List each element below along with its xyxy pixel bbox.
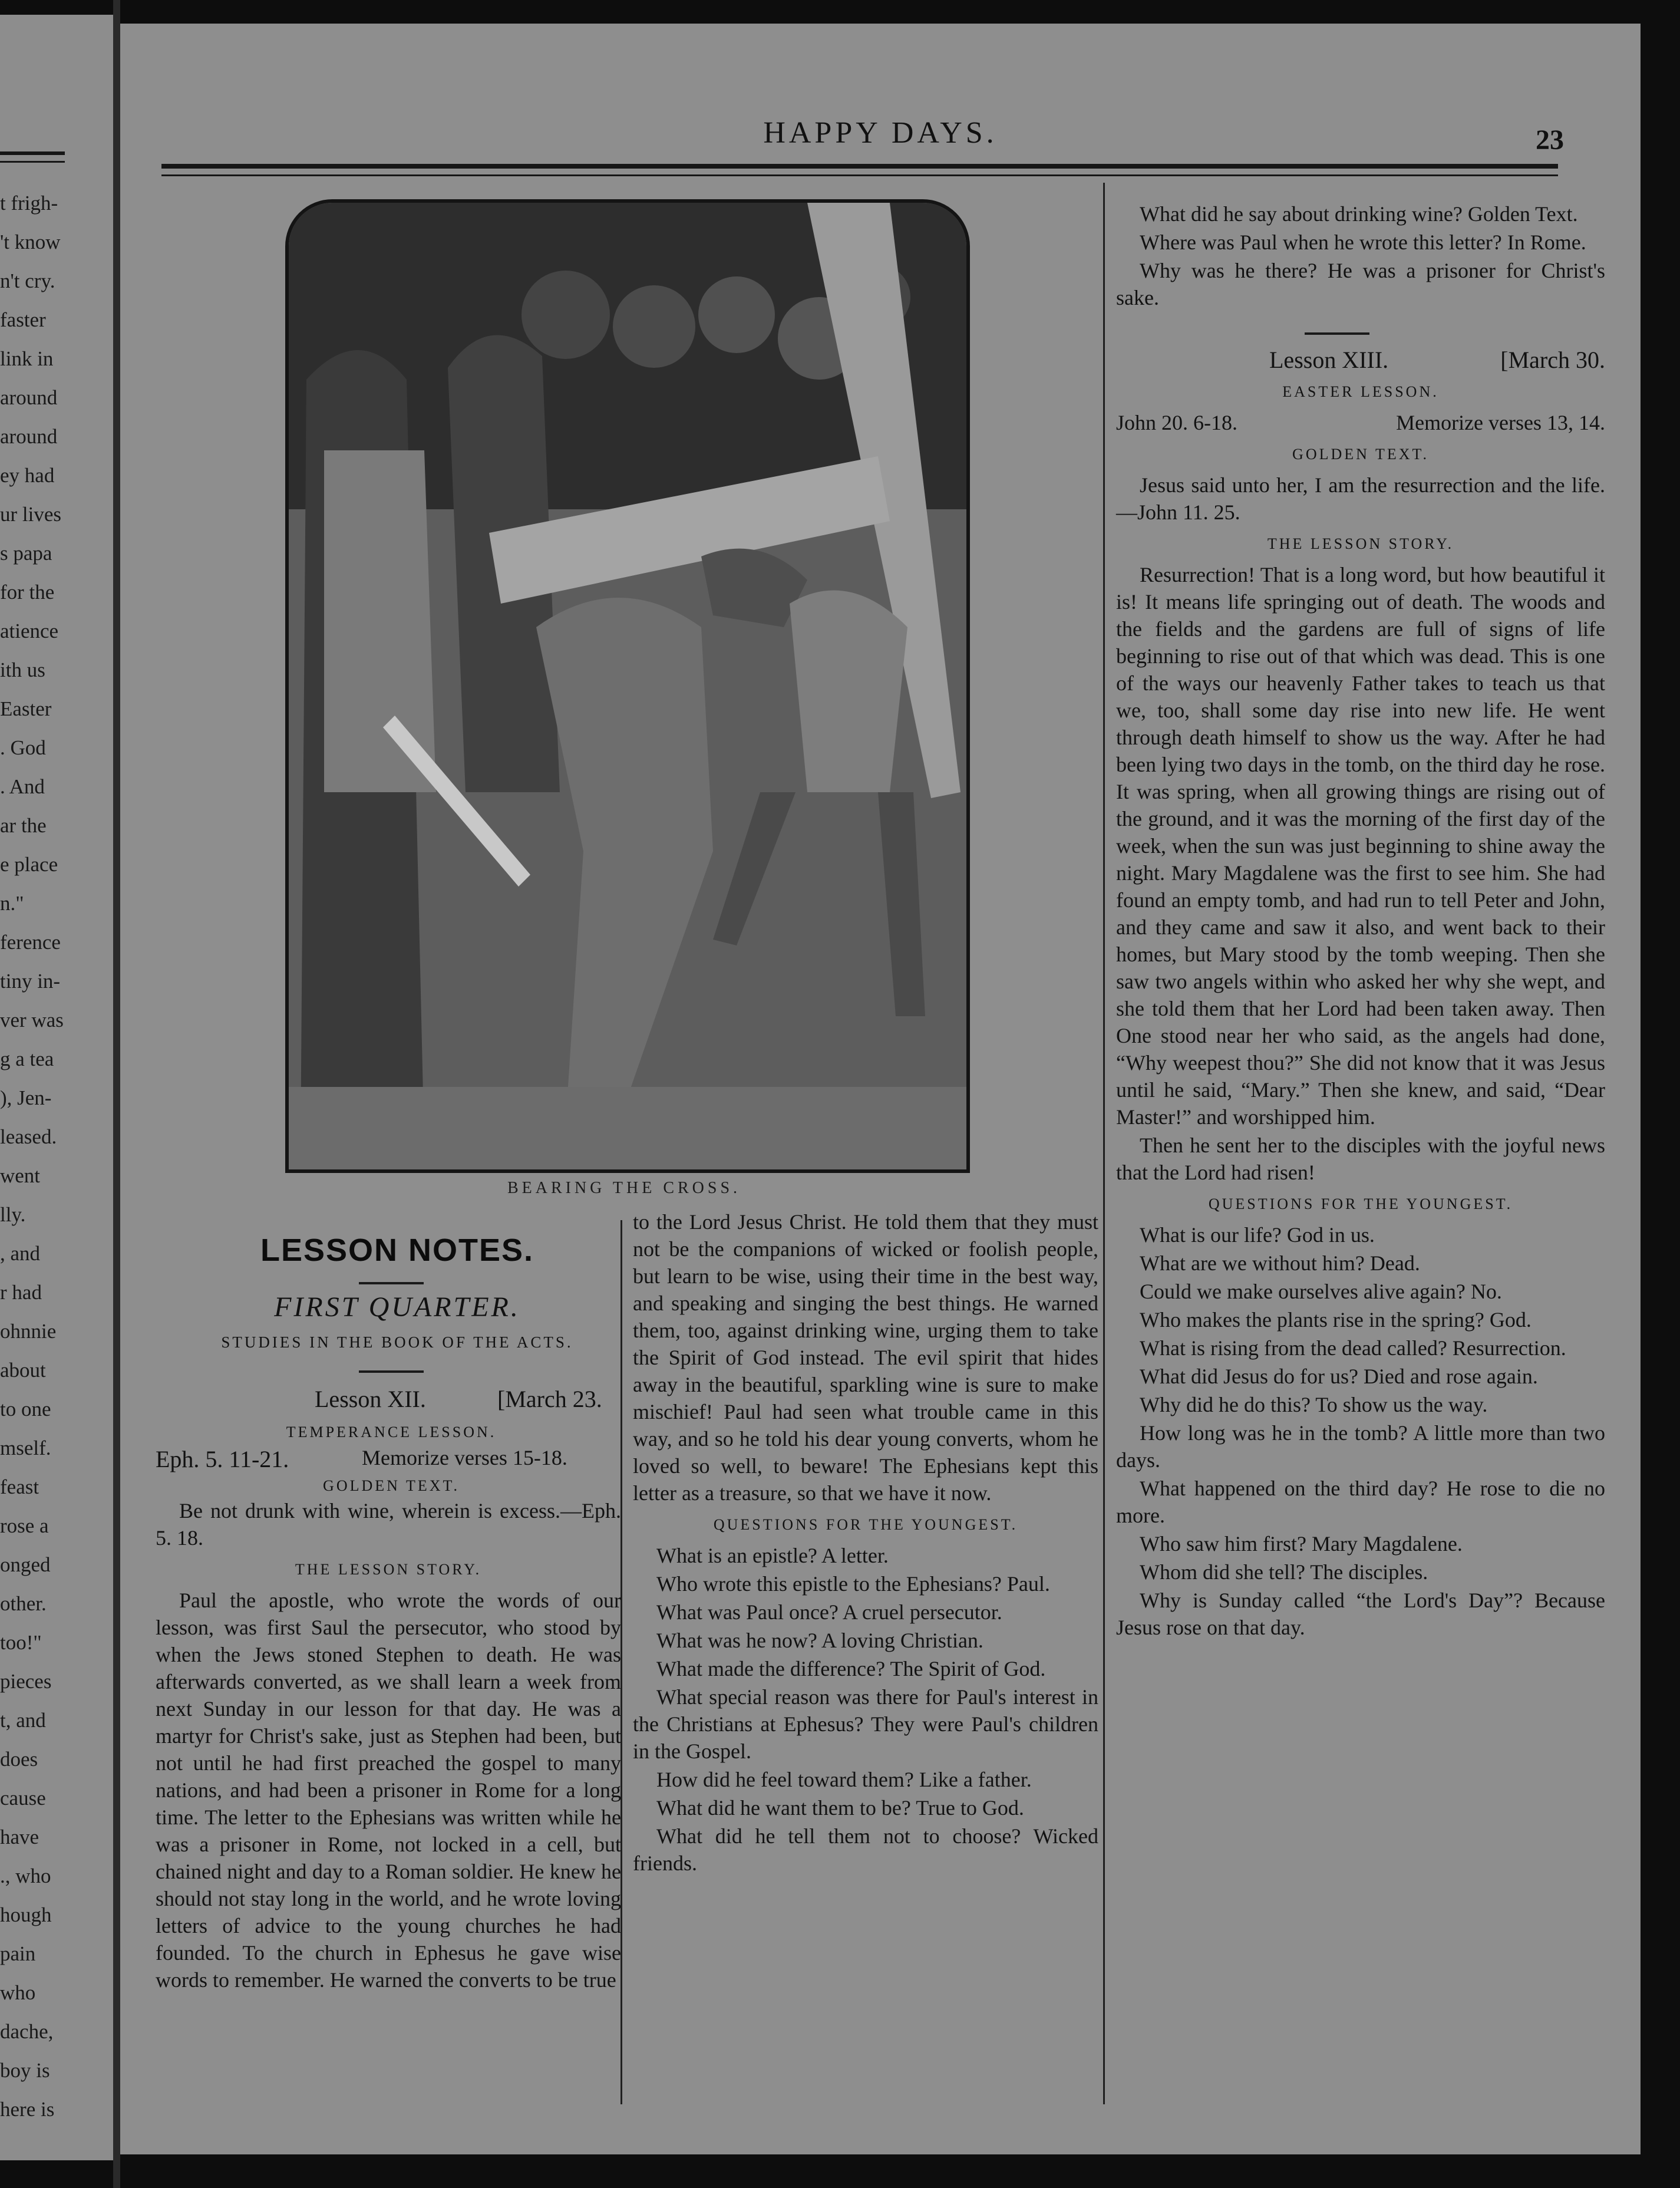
text-fragment: other. xyxy=(0,1592,47,1615)
studies-subheading: STUDIES IN THE BOOK OF THE ACTS. xyxy=(221,1333,573,1351)
short-rule xyxy=(359,1282,424,1284)
text-fragment: s papa xyxy=(0,542,52,565)
right-column xyxy=(1116,200,1605,1642)
question-answer: What did he say about drinking wine? Golden Text. xyxy=(1140,202,1578,226)
question-answer: What was Paul once? A cruel persecutor. xyxy=(656,1600,1002,1624)
lesson-xiii-date: [March 30. xyxy=(1500,347,1605,373)
question-answer: Where was Paul when he wrote this letter? In Rome. xyxy=(1140,230,1586,254)
text-fragment: ., who xyxy=(0,1864,51,1887)
lesson-xii-middle-column xyxy=(633,1208,1098,1878)
text-fragment: link in xyxy=(0,347,54,370)
text-fragment: for the xyxy=(0,581,55,604)
text-fragment: ver was xyxy=(0,1009,64,1032)
question-answer: How did he feel toward them? Like a father. xyxy=(656,1768,1032,1791)
golden-text-label: GOLDEN TEXT. xyxy=(1292,446,1429,463)
lesson-xiii-reference: John 20. 6-18. xyxy=(1116,411,1237,434)
question-answer: What is an epistle? A letter. xyxy=(656,1544,889,1567)
text-fragment: lly. xyxy=(0,1203,26,1226)
question-answer: What was he now? A loving Christian. xyxy=(656,1629,983,1652)
text-fragment: t frigh- xyxy=(0,192,58,215)
lesson-xiii-number: Lesson XIII. xyxy=(1269,347,1389,373)
page-gutter xyxy=(113,0,120,2188)
lesson-xiii-header xyxy=(1269,347,1605,374)
text-fragment: pain xyxy=(0,1942,36,1965)
page-number: 23 xyxy=(1536,124,1564,156)
page-rule xyxy=(0,151,65,155)
text-fragment: . And xyxy=(0,775,45,798)
lesson-notes-heading: LESSON NOTES. xyxy=(260,1233,534,1268)
lesson-story-paragraph: Resurrection! That is a long word, but how beautiful it is! It means life springing out of death. The woods and the fields and the gardens are full of signs of life beginning to rise out of that which was dead. This is one of the ways our heavenly Father takes to teach us that we, too, shall some day rise into new life. He went through death himself to show us the way. After he had been lying two days in the tomb, on the third day he rose. It was spring, when all growing things are rising out of the ground, and it was the morning of the first day of the week, when the sun was just beginning to shine away the night. Mary Magdalene was the first to see him. She had found an empty tomb, and had run to tell Peter and John, and they came and saw it also, and went back to their homes, but Mary stood by the tomb weeping. Then she saw two angels within who asked her why she wept, and she told them that her Lord had been taken away. Then One stood near her who said, as the angels had done, “Why weepest thou?” She did not know that it was Jesus until he said, “Mary.” Then she knew, and said, “Dear Master!” and worshipped him. xyxy=(1116,563,1605,1129)
lesson-xii-left-column xyxy=(156,1497,621,1995)
questions-label: QUESTIONS FOR THE YOUNGEST. xyxy=(1208,1195,1513,1212)
text-fragment: around xyxy=(0,386,58,409)
lesson-story-paragraph: Paul the apostle, who wrote the words of our lesson, was first Saul the persecutor, who stood by when the Jews stoned Stephen to death. He was afterwards converted, as we shall learn a week from next Sunday in our lesson for that day. He was a martyr for Christ's sake, just as Stephen had been, but not until he had first preached the gospel to many nations, and had been a prisoner in Rome for a long time. The letter to the Ephesians was written while he was a prisoner in Rome, not locked in a cell, but chained night and day to a Roman soldier. He knew he should not stay long in the world, and he wrote loving letters of advice to the young churches he had founded. To the church in Ephesus he gave wise words to remember. He warned the converts to be true xyxy=(156,1589,621,1992)
header-rule-thin xyxy=(161,174,1558,176)
text-fragment: feast xyxy=(0,1475,39,1498)
text-fragment: rose a xyxy=(0,1514,49,1537)
lesson-story-label: THE LESSON STORY. xyxy=(1267,535,1454,552)
text-fragment: faster xyxy=(0,308,46,331)
short-rule xyxy=(359,1370,424,1373)
text-fragment: , and xyxy=(0,1242,41,1265)
page-rule xyxy=(0,161,65,163)
question-answer: What did he want them to be? True to God. xyxy=(656,1796,1024,1820)
text-fragment: around xyxy=(0,425,58,448)
text-fragment: atience xyxy=(0,620,59,642)
question-answer: Who saw him first? Mary Magdalene. xyxy=(1140,1532,1463,1556)
question-answer: What made the difference? The Spirit of God. xyxy=(656,1657,1046,1680)
golden-text-label: GOLDEN TEXT. xyxy=(323,1477,460,1494)
text-fragment: Easter xyxy=(0,697,52,720)
question-answer: Why did he do this? To show us the way. xyxy=(1140,1393,1488,1416)
question-answer: What did Jesus do for us? Died and rose again. xyxy=(1140,1365,1538,1388)
question-answer: Why is Sunday called “the Lord's Day”? Because Jesus rose on that day. xyxy=(1116,1589,1605,1639)
text-fragment: ur lives xyxy=(0,503,62,526)
text-fragment: ar the xyxy=(0,814,47,837)
short-rule xyxy=(1305,332,1369,335)
lesson-xii-memorize: Memorize verses 15-18. xyxy=(362,1446,567,1469)
text-fragment: too!" xyxy=(0,1631,42,1654)
text-fragment: who xyxy=(0,1981,36,2004)
text-fragment: e place xyxy=(0,853,58,876)
engraving-image xyxy=(289,203,966,1169)
question-answer: Who makes the plants rise in the spring? God. xyxy=(1140,1308,1532,1332)
golden-text: Jesus said unto her, I am the resurrection and the life.—John 11. 25. xyxy=(1116,473,1605,524)
lesson-xii-kind: TEMPERANCE LESSON. xyxy=(286,1423,497,1441)
text-fragment: n." xyxy=(0,892,24,915)
engraving-bearing-the-cross xyxy=(285,199,970,1173)
lesson-xiii-memorize: Memorize verses 13, 14. xyxy=(1396,411,1605,434)
question-answer: Could we make ourselves alive again? No. xyxy=(1140,1280,1502,1303)
lesson-xiii-kind: EASTER LESSON. xyxy=(1282,383,1439,400)
text-fragment: mself. xyxy=(0,1436,51,1459)
question-answer: What is our life? God in us. xyxy=(1140,1223,1375,1247)
adjacent-page-fragment xyxy=(0,15,113,2160)
header-rule xyxy=(161,164,1558,169)
question-answer: What are we without him? Dead. xyxy=(1140,1251,1420,1275)
text-fragment: hough xyxy=(0,1903,52,1926)
question-answer: What is rising from the dead called? Resurrection. xyxy=(1140,1336,1566,1360)
question-answer: What special reason was there for Paul's interest in the Christians at Ephesus? They were Paul's children in the Gospel. xyxy=(633,1685,1098,1763)
text-fragment: ith us xyxy=(0,658,45,681)
lesson-story-paragraph: Then he sent her to the disciples with the joyful news that the Lord had risen! xyxy=(1116,1133,1605,1184)
text-fragment: 't know xyxy=(0,230,61,253)
text-fragment: leased. xyxy=(0,1125,57,1148)
question-answer: How long was he in the tomb? A little more than two days. xyxy=(1116,1421,1605,1472)
text-fragment: t, and xyxy=(0,1709,46,1732)
text-fragment: g a tea xyxy=(0,1047,54,1070)
text-fragment: cause xyxy=(0,1787,46,1810)
lesson-xiii-reference-line xyxy=(1116,409,1605,436)
lesson-story-paragraph-continued: to the Lord Jesus Christ. He told them that they must not be the companions of wicked or foolish people, but learn to be wise, using their time in the best way, and speaking and singing the best things. He warned them, too, against drinking wine, urging them to take the Spirit of God instead. The evil spirit that hides away in the beautiful, sparkling wine is sure to make mischief! Paul had seen what trouble came in this way, and so he told his dear young converts, whom he loved so well, to beware! The Ephesians kept this letter as a treasure, so that we have it now. xyxy=(633,1210,1098,1505)
question-answer: Who wrote this epistle to the Ephesians? Paul. xyxy=(656,1572,1050,1596)
questions-label: QUESTIONS FOR THE YOUNGEST. xyxy=(713,1516,1018,1533)
text-fragment: to one xyxy=(0,1398,51,1421)
lesson-xii-date: [March 23. xyxy=(497,1386,602,1412)
text-fragment: about xyxy=(0,1359,46,1382)
quarter-subheading: FIRST QUARTER. xyxy=(274,1291,520,1323)
text-fragment: ), Jen- xyxy=(0,1086,52,1109)
text-fragment: r had xyxy=(0,1281,42,1304)
question-answer: Whom did she tell? The disciples. xyxy=(1140,1560,1428,1584)
lesson-xii-reference: Eph. 5. 11-21. xyxy=(156,1446,289,1472)
text-fragment: does xyxy=(0,1748,38,1771)
golden-text: Be not drunk with wine, wherein is excess.—Eph. 5. 18. xyxy=(156,1499,621,1550)
text-fragment: n't cry. xyxy=(0,269,55,292)
question-answer: Why was he there? He was a prisoner for Christ's sake. xyxy=(1116,259,1605,309)
text-fragment: tiny in- xyxy=(0,970,61,993)
text-fragment: ey had xyxy=(0,464,55,487)
text-fragment: went xyxy=(0,1164,41,1187)
text-fragment: boy is xyxy=(0,2059,50,2082)
text-fragment: have xyxy=(0,1825,39,1848)
text-fragment: onged xyxy=(0,1553,51,1576)
question-answer: What happened on the third day? He rose to die no more. xyxy=(1116,1477,1605,1527)
text-fragment: here is xyxy=(0,2098,55,2121)
question-answer: What did he tell them not to choose? Wicked friends. xyxy=(633,1824,1098,1875)
text-fragment: pieces xyxy=(0,1670,52,1693)
lesson-xii-number: Lesson XII. xyxy=(315,1386,426,1412)
lesson-story-label: THE LESSON STORY. xyxy=(295,1561,482,1578)
text-fragment: dache, xyxy=(0,2020,54,2043)
illustration-caption: BEARING THE CROSS. xyxy=(507,1179,741,1197)
text-fragment: ohnnie xyxy=(0,1320,57,1343)
running-head: HAPPY DAYS. xyxy=(763,116,998,150)
text-fragment: ference xyxy=(0,931,61,954)
text-fragment: . God xyxy=(0,736,46,759)
newspaper-page xyxy=(120,24,1641,2154)
column-rule xyxy=(1103,183,1105,2104)
